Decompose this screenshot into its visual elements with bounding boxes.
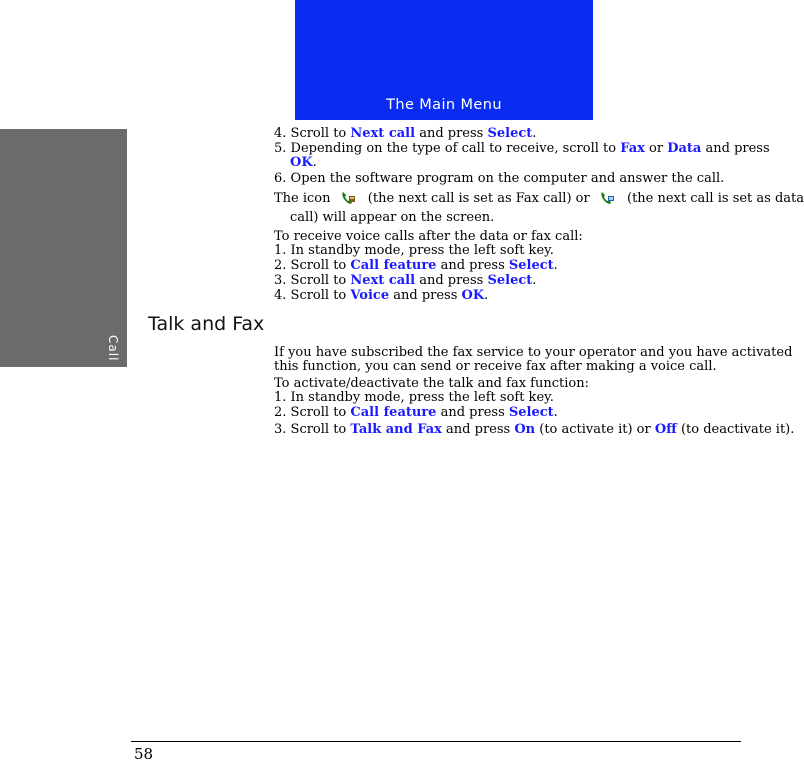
talk-fax-intro: To activate/deactivate the talk and fax function: xyxy=(274,376,589,391)
step-5-continued: OK. xyxy=(290,155,317,170)
section-heading: Talk and Fax xyxy=(148,313,265,335)
section-banner xyxy=(295,0,593,120)
talk-fax-paragraph-line-1: If you have subscribed the fax service to your operator and you have activated xyxy=(274,345,793,360)
voice-step-1: 1. In standby mode, press the left soft key. xyxy=(274,243,554,258)
fax-call-icon xyxy=(341,191,355,205)
chapter-tab-label: Call Feature xyxy=(106,335,120,419)
step-6: 6. Open the software program on the computer and answer the call. xyxy=(274,171,725,186)
data-call-icon xyxy=(600,191,614,205)
talk-fax-step-1: 1. In standby mode, press the left soft key. xyxy=(274,390,554,405)
talk-fax-paragraph-line-2: this function, you can send or receive fax after making a voice call. xyxy=(274,359,717,374)
talk-fax-step-2: 2. Scroll to Call feature and press Select. xyxy=(274,405,558,420)
talk-fax-step-3: 3. Scroll to Talk and Fax and press On (to activate it) or Off (to deactivate it). xyxy=(274,422,795,437)
voice-intro: To receive voice calls after the data or fax call: xyxy=(274,229,583,244)
step-4: 4. Scroll to Next call and press Select. xyxy=(274,126,537,141)
icon-explanation: The icon (the next call is set as Fax call) or (the next call is set as data xyxy=(274,191,804,206)
voice-step-3: 3. Scroll to Next call and press Select. xyxy=(274,273,537,288)
chapter-tab xyxy=(0,129,127,419)
voice-step-4: 4. Scroll to Voice and press OK. xyxy=(274,288,489,303)
footer-rule xyxy=(131,741,741,742)
page-number: 58 xyxy=(134,745,154,763)
icon-explanation-continued: call) will appear on the screen. xyxy=(290,210,495,225)
voice-step-2: 2. Scroll to Call feature and press Select. xyxy=(274,258,558,273)
section-title: The Main Menu xyxy=(386,97,502,113)
step-5: 5. Depending on the type of call to receive, scroll to Fax or Data and press xyxy=(274,141,770,156)
